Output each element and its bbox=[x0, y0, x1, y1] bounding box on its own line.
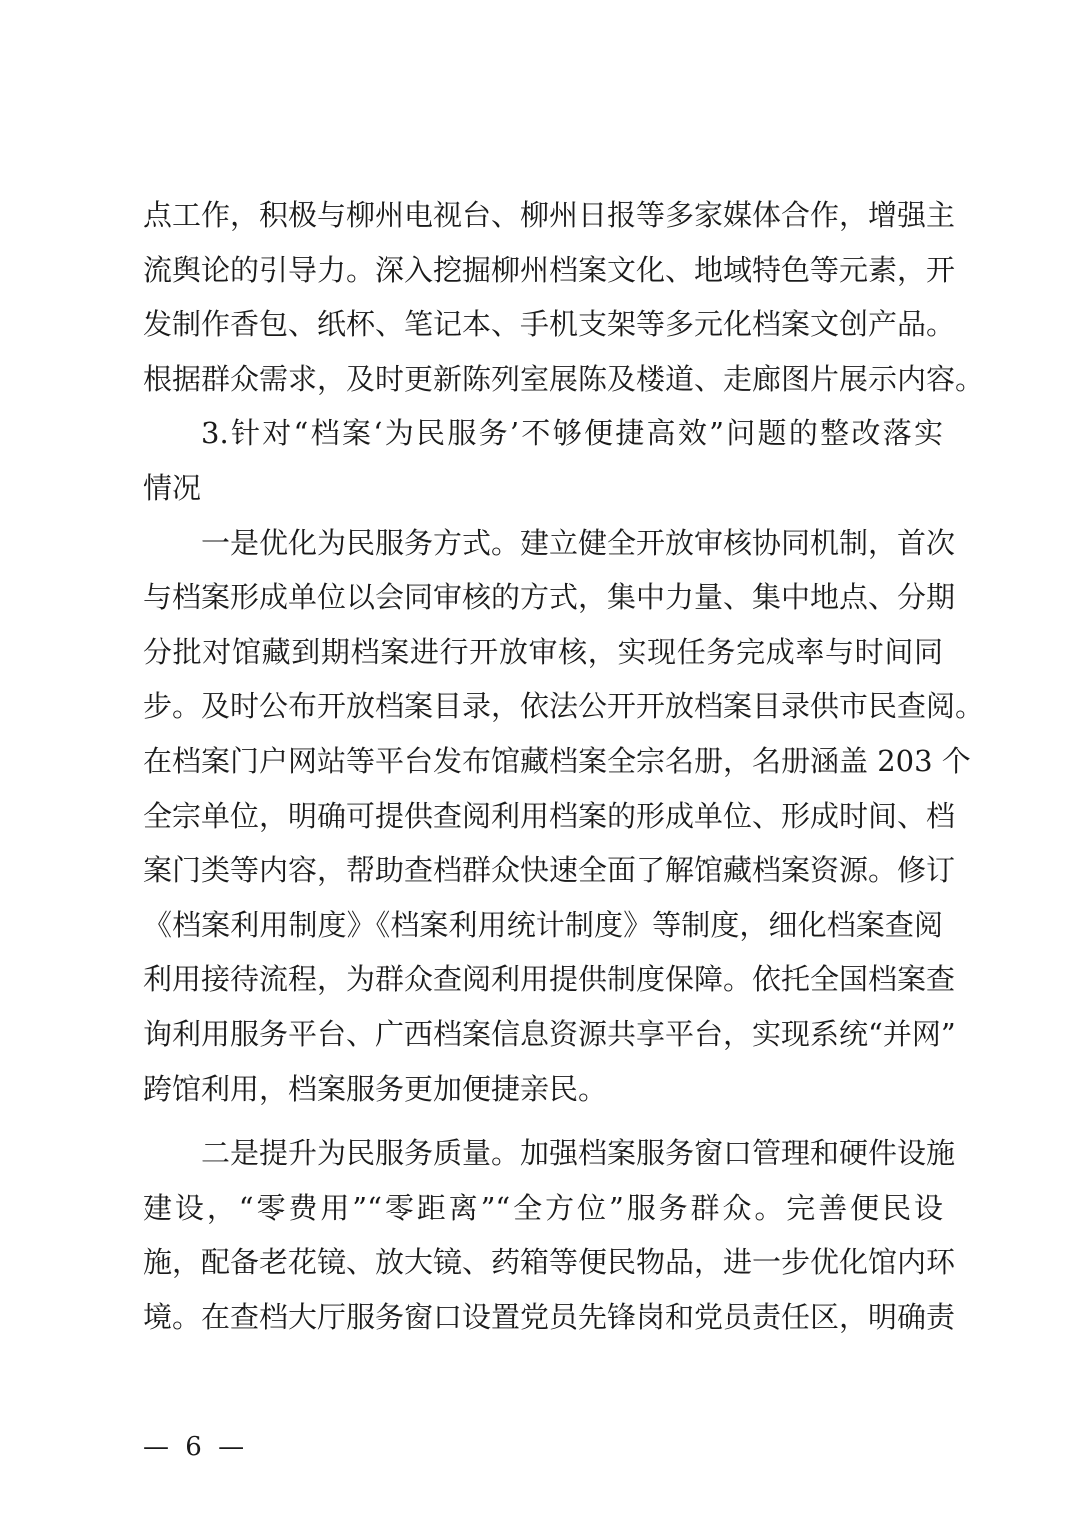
text-line: 建设，“零费用”“零距离”“全方位”服务群众。完善便民设 bbox=[143, 1190, 943, 1225]
text-line: 《档案利用制度》《档案利用统计制度》等制度，细化档案查阅 bbox=[143, 907, 943, 942]
section-heading-line: 情况 bbox=[143, 470, 202, 505]
text-line: 案门类等内容，帮助查档群众快速全面了解馆藏档案资源。修订 bbox=[143, 853, 956, 888]
text-line: 二是提升为民服务质量。加强档案服务窗口管理和硬件设施 bbox=[201, 1136, 956, 1171]
text-line: 流舆论的引导力。深入挖掘柳州档案文化、地域特色等元素，开 bbox=[143, 252, 956, 287]
text-line: 发制作香包、纸杯、笔记本、手机支架等多元化档案文创产品。 bbox=[143, 307, 956, 342]
text-line: 跨馆利用，档案服务更加便捷亲民。 bbox=[143, 1071, 608, 1106]
text-line: 点工作，积极与柳州电视台、柳州日报等多家媒体合作，增强主 bbox=[143, 198, 956, 232]
text-line: 步。及时公布开放档案目录，依法公开开放档案目录供市民查阅。 bbox=[143, 689, 985, 724]
text-line: 与档案形成单位以会同审核的方式，集中力量、集中地点、分期 bbox=[143, 580, 956, 615]
text-line: 施，配备老花镜、放大镜、药箱等便民物品，进一步优化馆内环 bbox=[143, 1245, 956, 1280]
text-line: 询利用服务平台、广西档案信息资源共享平台，实现系统“并网” bbox=[143, 1016, 956, 1051]
text-line: 一是优化为民服务方式。建立健全开放审核协同机制，首次 bbox=[201, 525, 956, 560]
text-line: 利用接待流程，为群众查阅利用提供制度保障。依托全国档案查 bbox=[143, 962, 956, 997]
body-text bbox=[143, 188, 985, 1344]
page-number: — 6 — bbox=[143, 1432, 249, 1462]
text-line: 在档案门户网站等平台发布馆藏档案全宗名册，名册涵盖 203 个 bbox=[143, 743, 971, 778]
section-heading-line: 3.针对“档案‘为民服务’不够便捷高效”问题的整改落实 bbox=[201, 416, 943, 451]
text-line: 全宗单位，明确可提供查阅利用档案的形成单位、形成时间、档 bbox=[143, 798, 956, 833]
text-line: 分批对馆藏到期档案进行开放审核，实现任务完成率与时间同 bbox=[143, 634, 943, 669]
text-line: 境。在查档大厅服务窗口设置党员先锋岗和党员责任区，明确责 bbox=[143, 1299, 956, 1334]
text-line: 根据群众需求，及时更新陈列室展陈及楼道、走廊图片展示内容。 bbox=[143, 361, 985, 396]
